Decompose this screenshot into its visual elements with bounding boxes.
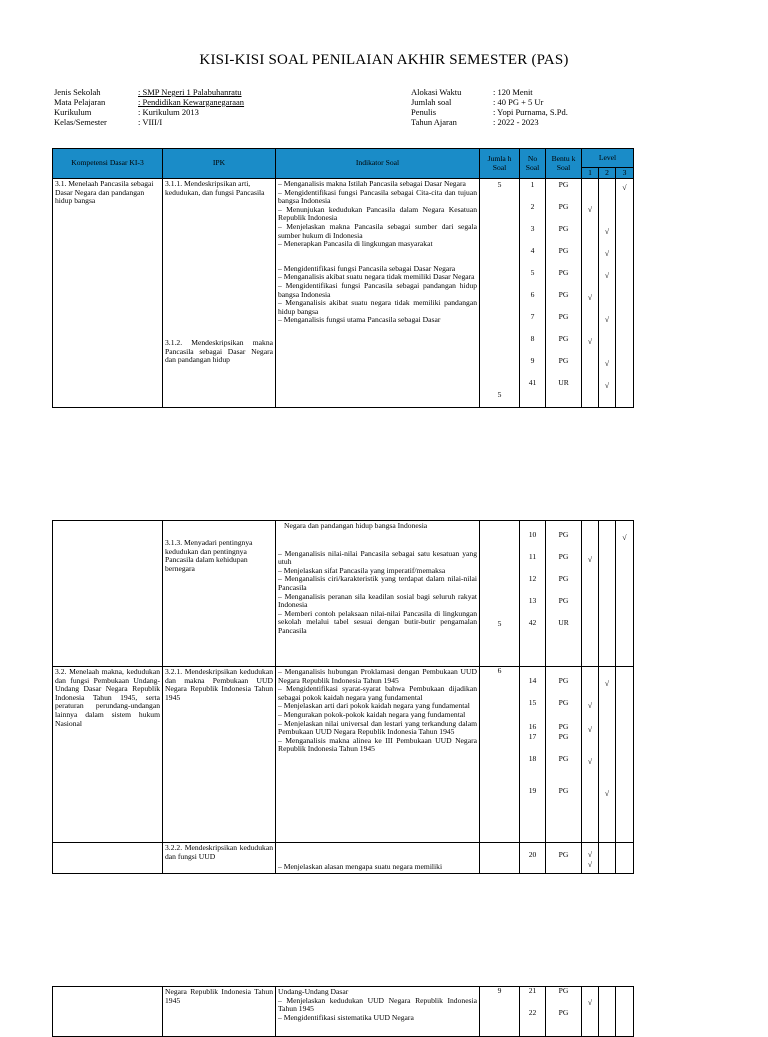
bentuk-cell [546, 987, 582, 1037]
no-value: 16 [528, 722, 537, 731]
indicator-item: – Mengidentifikasi fungsi Pancasila sebagai pandangan hidup bangsa Indonesia [278, 280, 477, 299]
bentuk-cell [546, 521, 582, 667]
indicator-cell [276, 521, 480, 667]
check-mark: √ [587, 205, 593, 214]
jumlah-cell [480, 667, 520, 843]
kd-text: 3.2. Menelaah makna, kedudukan dan fungsi Pembukaan Undang-Undang Dasar Negara Republik Indonesia Tahun 1945, serta peraturan perundang-undangan lainnya dalam sistem hukum Nasional [55, 667, 160, 728]
check-mark: √ [587, 998, 593, 1007]
indicator-item: – Mengidentifikasi syarat-syarat bahwa Pembukaan dijadikan sebagai pokok kaidah negara yang fundamental [278, 684, 477, 702]
indicator-item: – Menunjukan kedudukan Pancasila dalam Negara Kesatuan Republik Indonesia [278, 204, 477, 223]
document-title: KISI-KISI SOAL PENILAIAN AKHIR SEMESTER (PAS) [199, 52, 569, 68]
no-value: 20 [528, 850, 537, 859]
no-value: 42 [528, 618, 537, 627]
meta-value: : SMP Negeri 1 Palabuhanratu [138, 87, 242, 97]
bentuk-value: UR [558, 378, 569, 387]
jumlah-cell [480, 987, 520, 1037]
bentuk-value: PG [558, 180, 569, 189]
header-level: Level [582, 149, 634, 168]
indicator-item: – Menjelaskan nilai universal dan lestari yang terkandung dalam Pembukaan UUD Negara Republik Indonesia Tahun 1945 [278, 718, 477, 737]
check-mark: √ [604, 315, 610, 324]
check-mark: √ [604, 679, 610, 688]
header-no: No Soal [520, 149, 546, 179]
check-mark: √ [587, 337, 593, 346]
level-3-cell [616, 843, 634, 874]
check-mark: √ [604, 271, 610, 280]
no-cell [520, 521, 546, 667]
indicator-item: Undang-Undang Dasar [278, 987, 349, 996]
ipk-text: Negara Republik Indonesia Tahun 1945 [165, 987, 273, 1005]
level-1-cell [582, 179, 599, 408]
level-1-cell [582, 987, 599, 1037]
indicator-item: – Menerapkan Pancasila di lingkungan masyarakat [278, 239, 433, 249]
meta-value: : 2022 - 2023 [493, 117, 539, 127]
no-value: 14 [528, 676, 537, 685]
meta-row-time [411, 87, 568, 97]
header-bentuk: Bentu k Soal [546, 149, 582, 179]
bentuk-cell [546, 843, 582, 874]
meta-row-year [411, 117, 568, 127]
bentuk-value: PG [558, 312, 569, 321]
indicator-item: – Menjelaskan sifat Pancasila yang imperatif/memaksa [278, 565, 446, 575]
header-level-1: 1 [582, 168, 599, 179]
no-value: 3 [530, 224, 535, 233]
no-value: 8 [530, 334, 535, 343]
ipk-cell [163, 843, 276, 874]
indicator-item: – Menjelaskan alasan mengapa suatu negara memiliki [278, 862, 443, 872]
meta-value: : Yopi Purnama, S.Pd. [493, 107, 568, 117]
bentuk-value: PG [558, 850, 569, 859]
header-level-2: 2 [599, 168, 616, 179]
jumlah-value: 5 [497, 390, 502, 399]
ipk-text: 3.1.2. Mendeskripsikan makna Pancasila sebagai Dasar Negara dan pandangan hidup [165, 338, 273, 365]
header-kd: Kompetensi Dasar KI-3 [53, 149, 163, 179]
indicator-item: Negara dan pandangan hidup bangsa Indonesia [284, 521, 428, 530]
check-mark: √ [587, 555, 593, 564]
indicator-cell [276, 667, 480, 843]
meta-value: : VIII/I [138, 117, 163, 127]
check-mark: √ [587, 725, 593, 734]
bentuk-value: UR [558, 618, 569, 627]
indicator-item: – Menganalisis hubungan Proklamasi dengan Pembukaan UUD Negara Republik Indonesia Tahun 1945 [278, 667, 477, 685]
meta-value: : 40 PG + 5 Ur [493, 97, 544, 107]
level-2-cell [599, 987, 616, 1037]
bentuk-value: PG [558, 290, 569, 299]
bentuk-value: PG [558, 268, 569, 277]
meta-label: Jenis Sekolah [54, 87, 101, 97]
ipk-text: 3.1.1. Mendeskripsikan arti, kedudukan, dan fungsi Pancasila [165, 179, 265, 197]
indicator-cell [276, 843, 480, 874]
no-value: 15 [528, 698, 537, 707]
ipk-text: 3.1.3. Menyadari pentingnya kedudukan dan pentingnya Pancasila dalam kehidupan bernegara [165, 538, 253, 573]
no-value: 22 [528, 1008, 537, 1017]
indicator-item: – Menganalisis makna alinea ke III Pembukaan UUD Negara Republik Indonesia Tahun 1945 [278, 735, 477, 754]
indicator-item: – Menganalisis akibat suatu negara tidak memiliki Dasar Negara [278, 272, 475, 282]
indicator-item: – Menjelaskan arti dari pokok kaidah negara yang fundamental [278, 701, 470, 711]
indicator-item: – Menganalisis ciri/karakteristik yang terdapat dalam nilai-nilai Pancasila [278, 574, 477, 592]
ipk-cell [163, 521, 276, 667]
indicator-item: – Menganalisis nilai-nilai Pancasila sebagai satu kesatuan yang utuh [278, 548, 477, 567]
check-mark: √ [587, 701, 593, 710]
indicator-item: – Menjelaskan makna Pancasila sebagai sumber dari segala sumber hukum di Indonesia [278, 221, 477, 240]
level-3-cell [616, 667, 634, 843]
bentuk-value: PG [558, 986, 569, 995]
kd-cell [53, 179, 163, 408]
no-value: 17 [528, 732, 537, 741]
jumlah-cell [480, 179, 520, 408]
bentuk-value: PG [558, 552, 569, 561]
no-value: 13 [528, 596, 537, 605]
no-value: 19 [528, 786, 537, 795]
jumlah-value: 5 [497, 180, 502, 189]
kd-cell [53, 521, 163, 667]
indicator-item: – Mengidentifikasi fungsi Pancasila sebagai Cita-cita dan tujuan bangsa Indonesia [278, 187, 477, 206]
bentuk-value: PG [558, 574, 569, 583]
header-ipk: IPK [163, 149, 276, 179]
bentuk-value: PG [558, 754, 569, 763]
bentuk-value: PG [558, 224, 569, 233]
level-3-cell [616, 521, 634, 667]
kisi-table-page-3 [52, 986, 634, 1037]
indicator-item: – Memberi contoh pelaksaan nilai-nilai Pancasila di lingkungan sekolah melalui tabel sesuai dengan butir-butir pengamalan Pancasila [278, 608, 477, 635]
meta-label: Mata Pelajaran [54, 97, 106, 107]
kd-cell [53, 843, 163, 874]
check-mark: √ [622, 183, 627, 192]
indicator-item: – Mengurakan pokok-pokok kaidah negara yang fundamental [278, 709, 466, 719]
no-cell [520, 987, 546, 1037]
indicator-item: – Menganalisis fungsi utama Pancasila sebagai Dasar [278, 315, 441, 325]
no-value: 4 [530, 246, 535, 255]
bentuk-value: PG [558, 356, 569, 365]
check-mark: √ [604, 249, 610, 258]
no-value: 11 [528, 552, 537, 561]
meta-value: : Kurikulum 2013 [138, 107, 199, 117]
kisi-table-page-2 [52, 520, 634, 874]
indicator-cell [276, 179, 480, 408]
kisi-table-page-1 [52, 148, 634, 408]
bentuk-value: PG [558, 732, 569, 741]
level-2-cell [599, 521, 616, 667]
jumlah-value: 6 [497, 666, 502, 675]
bentuk-cell [546, 667, 582, 843]
bentuk-value: PG [558, 596, 569, 605]
no-value: 2 [530, 202, 535, 211]
level-2-cell [599, 179, 616, 408]
ipk-cell [163, 987, 276, 1037]
bentuk-value: PG [558, 1008, 569, 1017]
indicator-item: – Mengidentifikasi sistematika UUD Negara [278, 1012, 414, 1022]
indicator-item: – Mengidentifikasi fungsi Pancasila sebagai Dasar Negara [278, 263, 456, 273]
ipk-text: 3.2.1. Mendeskripsikan kedudukan dan makna Pembukaan UUD Negara Republik Indonesia Tahun 1945 [165, 667, 273, 702]
jumlah-cell [480, 521, 520, 667]
jumlah-value: 5 [497, 619, 502, 628]
no-value: 5 [530, 268, 535, 277]
jumlah-cell [480, 843, 520, 874]
meta-left [54, 87, 244, 127]
level-2-cell [599, 843, 616, 874]
no-value: 21 [528, 986, 537, 995]
meta-right [411, 87, 568, 127]
bentuk-cell [546, 179, 582, 408]
check-mark: √ [604, 359, 610, 368]
check-mark: √ [587, 860, 593, 869]
jumlah-value: 9 [497, 986, 502, 995]
level-3-cell [616, 987, 634, 1037]
level-2-cell [599, 667, 616, 843]
level-1-cell [582, 667, 599, 843]
level-1-cell [582, 843, 599, 874]
kd-cell [53, 987, 163, 1037]
bentuk-value: PG [558, 530, 569, 539]
kd-cell [53, 667, 163, 843]
meta-value: : 120 Menit [493, 87, 533, 97]
level-3-cell [616, 179, 634, 408]
ipk-cell [163, 667, 276, 843]
meta-row-author [411, 107, 568, 117]
no-value: 6 [530, 290, 535, 299]
meta-label: Kelas/Semester [54, 117, 107, 127]
bentuk-value: PG [558, 202, 569, 211]
indicator-item: – Menganalisis makna Istilah Pancasila sebagai Dasar Negara [278, 179, 466, 188]
header-indikator: Indikator Soal [276, 149, 480, 179]
bentuk-value: PG [558, 786, 569, 795]
indicator-item: – Menganalisis akibat suatu negara tidak memiliki pandangan hidup bangsa [278, 298, 477, 316]
check-mark: √ [587, 757, 593, 766]
no-value: 18 [528, 754, 537, 763]
bentuk-value: PG [558, 722, 569, 731]
no-cell [520, 179, 546, 408]
indicator-cell [276, 987, 480, 1037]
meta-row-count [411, 97, 568, 107]
meta-label: Jumlah soal [411, 97, 452, 107]
ipk-cell [163, 179, 276, 408]
meta-row-subject [54, 97, 244, 107]
meta-row-curriculum [54, 107, 244, 117]
no-value: 9 [530, 356, 535, 365]
no-cell [520, 667, 546, 843]
check-mark: √ [604, 789, 610, 798]
ipk-text: 3.2.2. Mendeskripsikan kedudukan dan fungsi UUD [165, 843, 273, 861]
check-mark: √ [587, 850, 593, 859]
meta-label: Alokasi Waktu [411, 87, 462, 97]
meta-value: : Pendidikan Kewarganegaraan [138, 97, 245, 107]
level-1-cell [582, 521, 599, 667]
no-cell [520, 843, 546, 874]
check-mark: √ [604, 381, 610, 390]
meta-row-school [54, 87, 244, 97]
no-value: 1 [530, 180, 535, 189]
meta-label: Kurikulum [54, 107, 92, 117]
no-value: 10 [528, 530, 537, 539]
meta-label: Tahun Ajaran [411, 117, 457, 127]
indicator-item: – Menganalisis peranan sila keadilan sosial bagi seluruh rakyat Indonesia [278, 591, 477, 610]
header-jumlah: Jumla h Soal [480, 149, 520, 179]
bentuk-value: PG [558, 246, 569, 255]
meta-label: Penulis [411, 107, 437, 117]
bentuk-value: PG [558, 698, 569, 707]
check-mark: √ [622, 533, 627, 542]
bentuk-value: PG [558, 676, 569, 685]
check-mark: √ [604, 227, 610, 236]
no-value: 7 [530, 312, 535, 321]
bentuk-value: PG [558, 334, 569, 343]
header-level-3: 3 [616, 168, 634, 179]
no-value: 12 [528, 574, 537, 583]
meta-row-class [54, 117, 244, 127]
indicator-item: – Menjelaskan kedudukan UUD Negara Republik Indonesia Tahun 1945 [278, 995, 477, 1014]
no-value: 41 [528, 378, 537, 387]
kd-text: 3.1. Menelaah Pancasila sebagai Dasar Negara dan pandangan hidup bangsa [55, 179, 154, 206]
check-mark: √ [587, 293, 593, 302]
